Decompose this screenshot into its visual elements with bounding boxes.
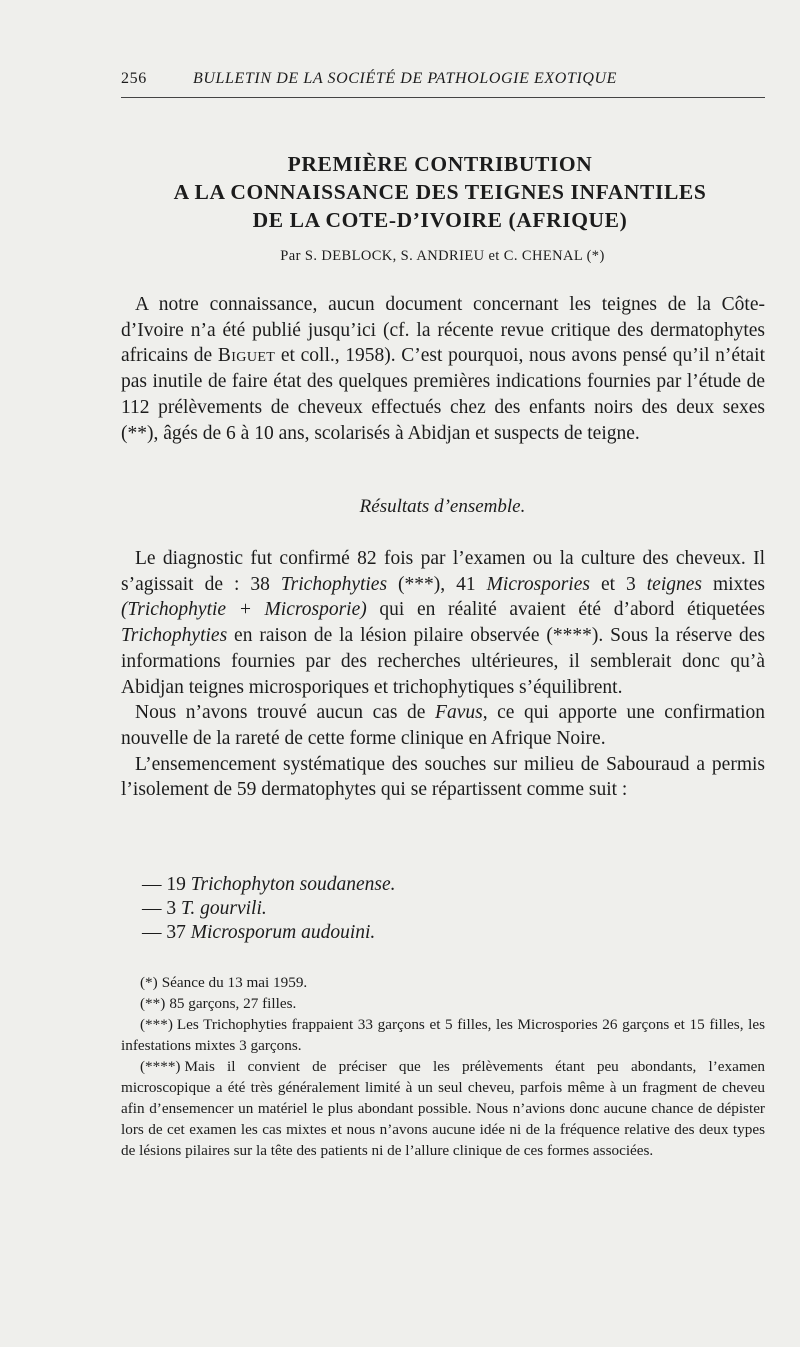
results-section — [121, 546, 765, 803]
footnote-1: (*) Séance du 13 mai 1959. — [140, 974, 308, 991]
list-item: — 3 T. gourvili. — [142, 898, 267, 919]
footnotes — [121, 972, 765, 1161]
list-item: — 19 Trichophyton soudanense. — [142, 874, 396, 895]
intro-paragraph: A notre connaissance, aucun document concernant les teignes de la Côte-d’Ivoire n’a été publié jusqu’ici (cf. la récente revue critique des dermatophytes africains de Biguet et coll., 1958). C’est pourquoi, nous avons pensé qu’il n’était pas inutile de faire état des quelques premières indications fournies par l’étude de 112 prélèvements de cheveux effectués chez des enfants noirs des deux sexes (**), âgés de 6 à 10 ans, scolarisés à Abidjan et suspects de teigne. — [121, 294, 765, 444]
footnote-3: (***) Les Trichophyties frappaient 33 garçons et 5 filles, les Microspories 26 garçons et 15 filles, les infestations mixtes 3 garçons. — [121, 1016, 765, 1054]
intro-section — [121, 292, 765, 446]
section-heading: Résultats d’ensemble. — [359, 496, 526, 517]
strain-list — [142, 873, 742, 945]
footnote-2: (**) 85 garçons, 27 filles. — [140, 995, 297, 1012]
article-title — [100, 150, 780, 234]
author-line: Par S. DEBLOCK, S. ANDRIEU et C. CHENAL (*) — [280, 248, 605, 264]
running-head — [121, 70, 765, 98]
footnote-4: (****) Mais il convient de préciser que les prélèvements étant peu abondants, l’examen microscopique a été très généralement limité à un seul cheveu, parfois même à un fragment de cheveu afin d’ensemencer un matériel le plus abondant possible. Nous n’avions donc aucune chance de dépister lors de cet examen les cas mixtes et nous n’avons aucune idée ni de la fréquence relative des deux types de lésions pilaires sur la tête des patients ni de l’allure clinique de ces formes associées. — [121, 1058, 765, 1159]
results-paragraph-1: Le diagnostic fut confirmé 82 fois par l’examen ou la culture des cheveux. Il s’agissait de : 38 Trichophyties (***), 41 Microspories et 3 teignes mixtes (Trichophytie + Microsporie) qui en réalité avaient été d’abord étiquetées Trichophyties en raison de la lésion pilaire observée (****). Sous la réserve des informations fournies par des recherches ultérieures, il semblerait donc qu’à Abidjan teignes microsporiques et trichophytiques s’équilibrent. — [121, 548, 766, 698]
cited-author: Biguet — [217, 345, 276, 367]
list-item: — 37 Microsporum audouini. — [142, 922, 376, 943]
results-paragraph-2: Nous n’avons trouvé aucun cas de Favus, ce qui apporte une confirmation nouvelle de la rareté de cette forme clinique en Afrique Noire. — [121, 702, 765, 749]
page-number: 256 — [121, 70, 147, 87]
title-line-3: DE LA COTE-D’IVOIRE (AFRIQUE) — [252, 208, 628, 232]
title-line-1: PREMIÈRE CONTRIBUTION — [287, 152, 593, 176]
title-line-2: A LA CONNAISSANCE DES TEIGNES INFANTILES — [173, 180, 707, 204]
results-paragraph-3: L’ensemencement systématique des souches sur milieu de Sabouraud a permis l’isolement de 59 dermatophytes qui se répartissent comme suit : — [121, 753, 765, 801]
journal-title: BULLETIN DE LA SOCIÉTÉ DE PATHOLOGIE EXOTIQUE — [193, 70, 618, 87]
